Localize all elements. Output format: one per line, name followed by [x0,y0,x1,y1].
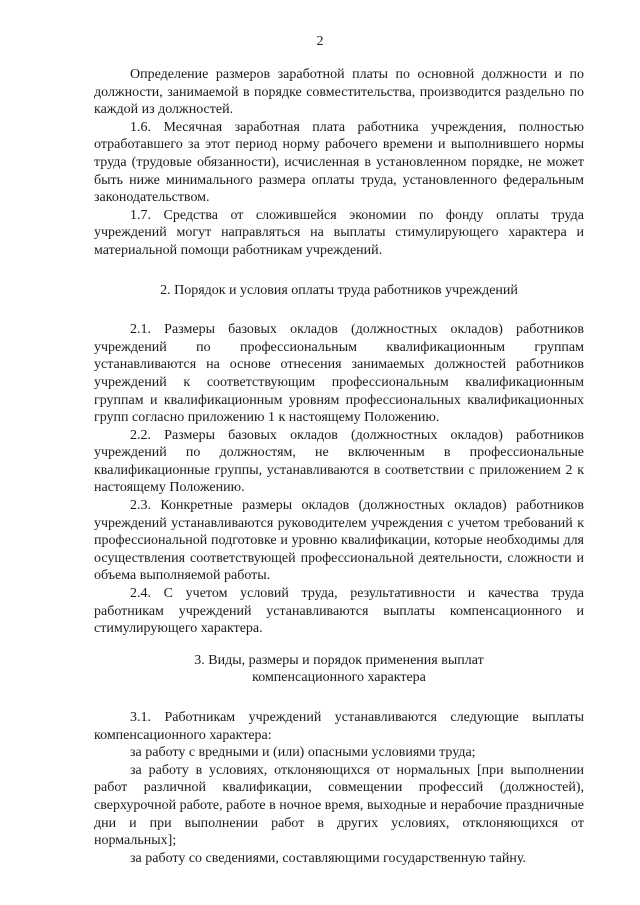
spacer [94,299,584,321]
list-item-harmful-conditions: за работу с вредными и (или) опасными условиями труда; [130,745,476,761]
spacer [94,260,584,282]
paragraph-2-3: 2.3. Конкретные размеры окладов (должностных окладов) работников учреждений устанавливаются руководителем учреждения с учетом требований к профессиональной подготовке и уровню квалификации, которые необходимы для осуществления соответствующей профессиональной деятельности, сложности и объема выполняемой работы. [94,498,584,584]
paragraph-1-7: 1.7. Средства от сложившейся экономии по фонду оплаты труда учреждений могут направляться на выплаты стимулирующего характера и материальной помощи работникам учреждений. [94,207,584,258]
paragraph-3-1: 3.1. Работникам учреждений устанавливаются следующие выплаты компенсационного характера: [94,710,584,743]
spacer [94,687,584,709]
spacer [94,638,584,652]
paragraph-1-6: 1.6. Месячная заработная плата работника учреждения, полностью отработавшего за этот период норму рабочего времени и выполнившего нормы труда (трудовые обязанности), исчисленная в установленном порядке, не может быть ниже минимального размера оплаты труда, установленного федеральным законодательством. [94,119,584,206]
section-3-heading-line2: компенсационного характера [252,670,426,686]
paragraph-2-1: 2.1. Размеры базовых окладов (должностных окладов) работников учреждений по профессиональным квалификационным группам устанавливаются на основе отнесения занимаемых должностей работников учреждений к соответствующим профессиональным квалификационным группам и квалификационным уровням профессиональных квалификационных групп согласно приложению 1 к настоящему Положению. [94,322,584,426]
list-item-abnormal-conditions: за работу в условиях, отклоняющихся от нормальных [при выполнении работ различной квалификации, совмещении профессий (должностей), сверхурочной работе, работе в ночное время, выходные и нерабочие праздничные дни и при выполнении работ в других условиях, отклоняющихся от нормальных]; [94,762,584,849]
paragraph-2-2: 2.2. Размеры базовых окладов (должностных окладов) работников учреждений по должностям, не включенным в профессиональные квалификационные группы, устанавливаются в соответствии с приложением 2 к настоящему Положению. [94,427,584,496]
paragraph-intro: Определение размеров заработной платы по основной должности и по должности, занимаемой в порядке совместительства, производится раздельно по каждой из должностей. [94,67,584,118]
document-body [94,66,584,867]
section-2-heading: 2. Порядок и условия оплаты труда работников учреждений [160,282,518,298]
list-item-state-secret: за работу со сведениями, составляющими государственную тайну. [130,850,526,866]
page-number: 2 [316,34,324,49]
section-3-heading-line1: 3. Виды, размеры и порядок применения выплат [194,652,484,668]
paragraph-2-4: 2.4. С учетом условий труда, результативности и качества труда работникам учреждений устанавливаются выплаты компенсационного и стимулирующего характера. [94,586,584,637]
